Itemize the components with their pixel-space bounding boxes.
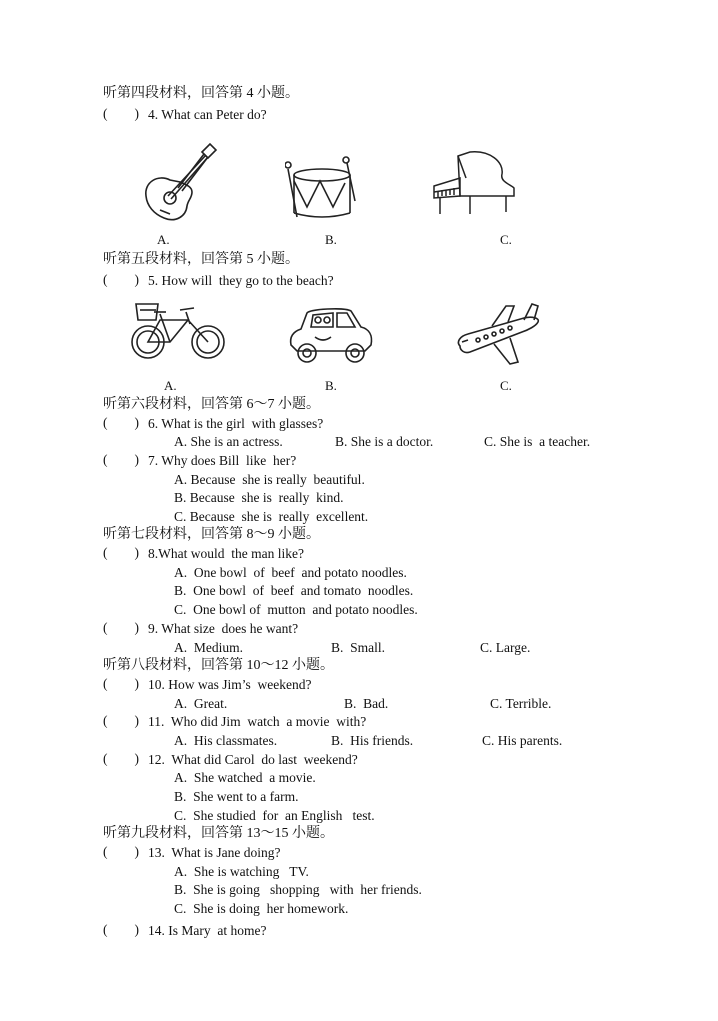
section-heading-8: 听第八段材料，回答第 10～12 小题。 <box>103 658 334 673</box>
bicycle-icon <box>128 298 228 364</box>
airplane-icon <box>452 300 544 370</box>
question-6: 6. What is the girl with glasses? <box>148 416 324 431</box>
q12-option-b[interactable]: B. She went to a farm. <box>174 789 299 804</box>
question-8: 8.What would the man like? <box>148 546 304 561</box>
section-heading-9: 听第九段材料，回答第 13～15 小题。 <box>103 826 334 841</box>
q11-option-c[interactable]: C. His parents. <box>482 733 563 748</box>
answer-paren[interactable]: ( ) <box>103 922 139 937</box>
q5-label-b: B. <box>325 378 337 393</box>
answer-paren[interactable]: ( ) <box>103 415 139 430</box>
question-11: 11. Who did Jim watch a movie with? <box>148 714 367 729</box>
q12-option-a[interactable]: A. She watched a movie. <box>174 770 316 785</box>
q4-label-a: A. <box>157 232 170 247</box>
q6-option-c[interactable]: C. She is a teacher. <box>484 434 591 449</box>
q11-option-b[interactable]: B. His friends. <box>331 733 414 748</box>
answer-paren[interactable]: ( ) <box>103 751 139 766</box>
q6-option-b[interactable]: B. She is a doctor. <box>335 434 434 449</box>
answer-paren[interactable]: ( ) <box>103 452 139 467</box>
question-10: 10. How was Jim’s weekend? <box>148 677 312 692</box>
q10-option-b[interactable]: B. Bad. <box>344 696 389 711</box>
q11-option-a[interactable]: A. His classmates. <box>174 733 278 748</box>
q8-option-b[interactable]: B. One bowl of beef and tomato noodles. <box>174 583 414 598</box>
answer-paren[interactable]: ( ) <box>103 713 139 728</box>
question-13: 13. What is Jane doing? <box>148 845 281 860</box>
q7-option-b[interactable]: B. Because she is really kind. <box>174 490 344 505</box>
question-14: 14. Is Mary at home? <box>148 923 267 938</box>
car-icon <box>285 305 377 367</box>
question-4: 4. What can Peter do? <box>148 107 267 122</box>
q13-option-c[interactable]: C. She is doing her homework. <box>174 901 349 916</box>
guitar-icon <box>140 140 220 225</box>
section-heading-5: 听第五段材料，回答第 5 小题。 <box>103 252 299 267</box>
section-heading-7: 听第七段材料，回答第 8～9 小题。 <box>103 527 320 542</box>
q8-option-c[interactable]: C. One bowl of mutton and potato noodles. <box>174 602 418 617</box>
q10-option-a[interactable]: A. Great. <box>174 696 228 711</box>
answer-paren[interactable]: ( ) <box>103 545 139 560</box>
q13-option-a[interactable]: A. She is watching TV. <box>174 864 309 879</box>
section-heading-6: 听第六段材料，回答第 6～7 小题。 <box>103 397 320 412</box>
q4-label-b: B. <box>325 232 337 247</box>
piano-icon <box>430 148 522 220</box>
question-12: 12. What did Carol do last weekend? <box>148 752 358 767</box>
answer-paren[interactable]: ( ) <box>103 676 139 691</box>
q7-option-a[interactable]: A. Because she is really beautiful. <box>174 472 365 487</box>
question-9: 9. What size does he want? <box>148 621 299 636</box>
q7-option-c[interactable]: C. Because she is really excellent. <box>174 509 369 524</box>
answer-paren[interactable]: ( ) <box>103 844 139 859</box>
q6-option-a[interactable]: A. She is an actress. <box>174 434 283 449</box>
q13-option-b[interactable]: B. She is going shopping with her friends. <box>174 882 422 897</box>
drum-icon <box>285 155 360 220</box>
answer-paren[interactable]: ( ) <box>103 272 139 287</box>
question-7: 7. Why does Bill like her? <box>148 453 297 468</box>
answer-paren[interactable]: ( ) <box>103 620 139 635</box>
q4-label-c: C. <box>500 232 512 247</box>
q12-option-c[interactable]: C. She studied for an English test. <box>174 808 375 823</box>
q5-label-c: C. <box>500 378 512 393</box>
q5-label-a: A. <box>164 378 177 393</box>
answer-paren[interactable]: ( ) <box>103 106 139 121</box>
q10-option-c[interactable]: C. Terrible. <box>490 696 552 711</box>
q9-option-a[interactable]: A. Medium. <box>174 640 243 655</box>
q9-option-b[interactable]: B. Small. <box>331 640 386 655</box>
question-5: 5. How will they go to the beach? <box>148 273 334 288</box>
section-heading-4: 听第四段材料，回答第 4 小题。 <box>103 86 299 101</box>
q8-option-a[interactable]: A. One bowl of beef and potato noodles. <box>174 565 407 580</box>
q9-option-c[interactable]: C. Large. <box>480 640 531 655</box>
